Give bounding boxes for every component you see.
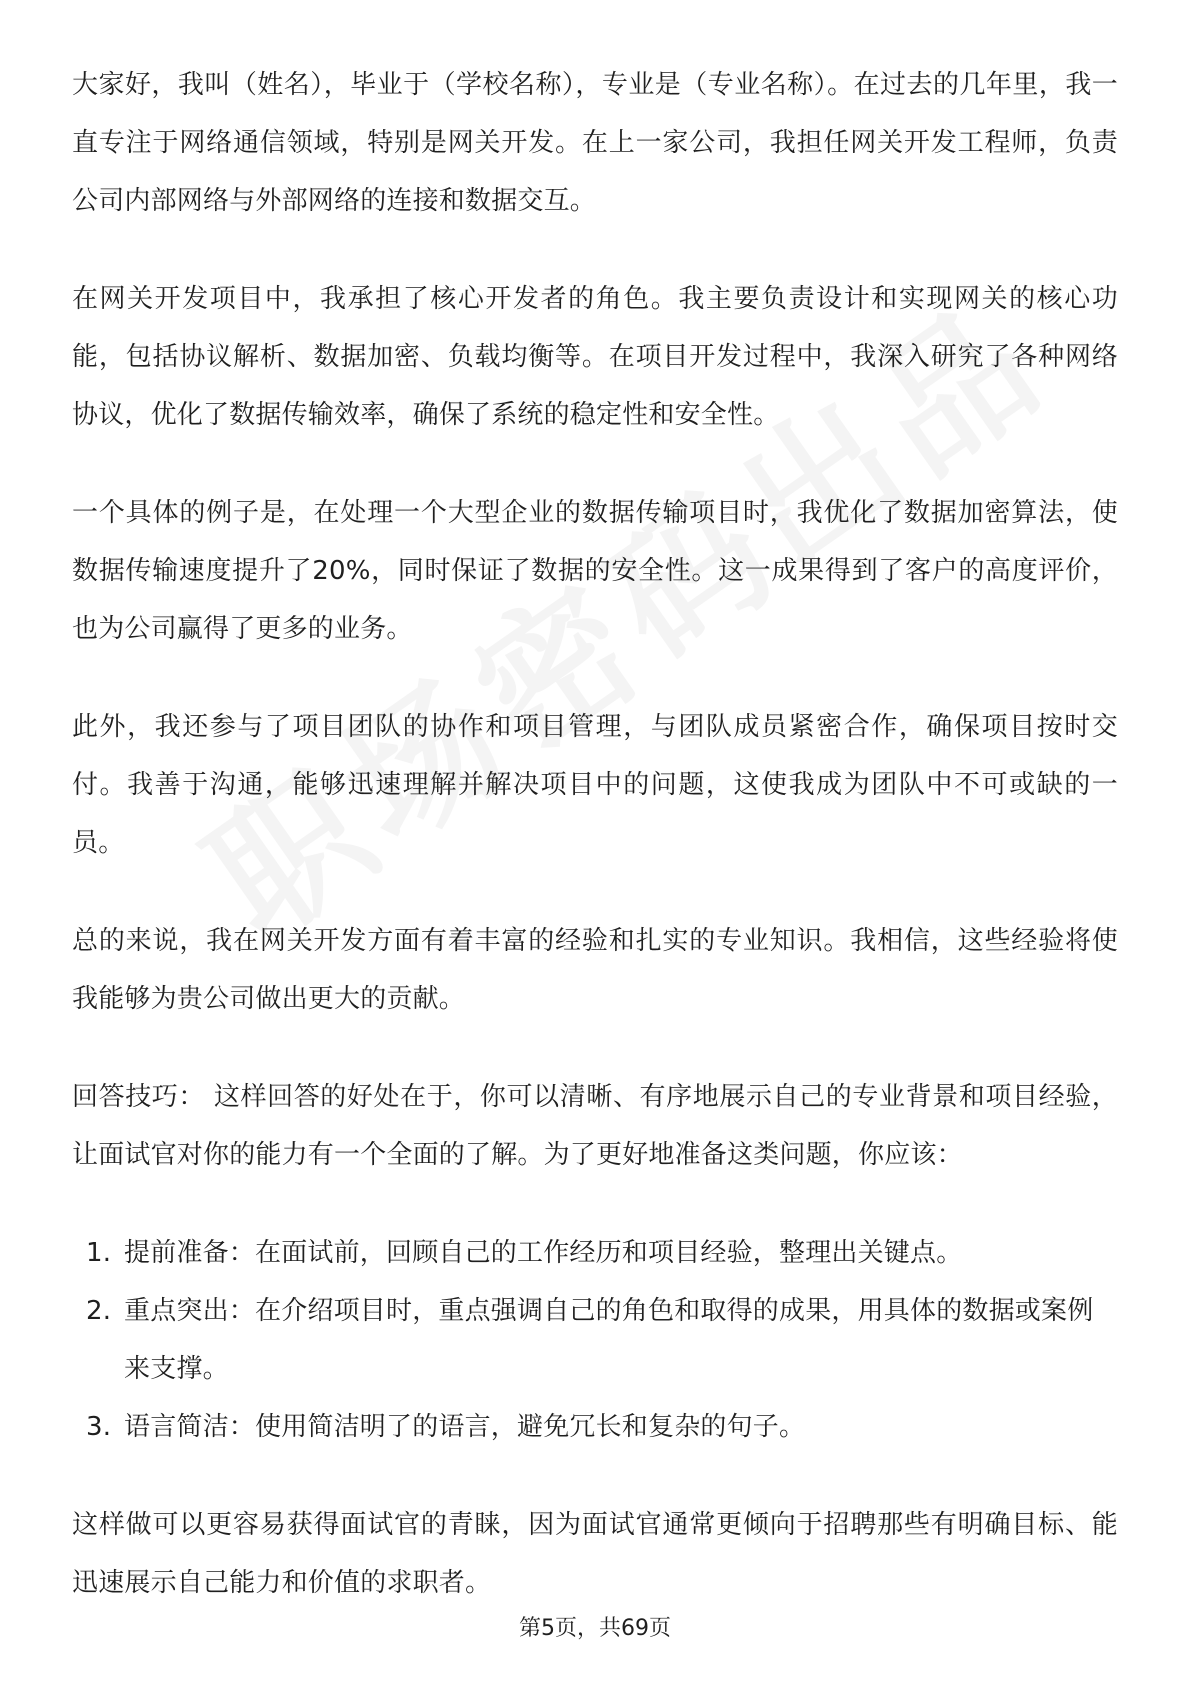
paragraph-summary: 总的来说，我在网关开发方面有着丰富的经验和扎实的专业知识。我相信，这些经验将使我能够为贵公司做出更大的贡献。 bbox=[72, 926, 1118, 1014]
list-item-number: 2. bbox=[86, 1296, 112, 1326]
list-item bbox=[72, 1224, 1118, 1282]
document-body bbox=[72, 56, 1118, 1652]
list-item bbox=[72, 1398, 1118, 1456]
paragraph-teamwork: 此外，我还参与了项目团队的协作和项目管理，与团队成员紧密合作，确保项目按时交付。我善于沟通，能够迅速理解并解决项目中的问题，这使我成为团队中不可或缺的一员。 bbox=[72, 712, 1118, 858]
page-footer: 第5页，共69页 bbox=[519, 1616, 671, 1641]
list-item bbox=[72, 1282, 1118, 1398]
paragraph-closing: 这样做可以更容易获得面试官的青睐，因为面试官通常更倾向于招聘那些有明确目标、能迅速展示自己能力和价值的求职者。 bbox=[72, 1510, 1118, 1598]
list-item-number: 1. bbox=[86, 1238, 112, 1268]
list-item-text: 提前准备：在面试前，回顾自己的工作经历和项目经验，整理出关键点。 bbox=[124, 1238, 963, 1268]
paragraph-tips: 回答技巧： 这样回答的好处在于，你可以清晰、有序地展示自己的专业背景和项目经验，让面试官对你的能力有一个全面的了解。为了更好地准备这类问题，你应该： bbox=[72, 1082, 1118, 1170]
tips-list bbox=[72, 1224, 1118, 1456]
paragraph-role: 在网关开发项目中，我承担了核心开发者的角色。我主要负责设计和实现网关的核心功能，包括协议解析、数据加密、负载均衡等。在项目开发过程中，我深入研究了各种网络协议，优化了数据传输效率，确保了系统的稳定性和安全性。 bbox=[72, 284, 1118, 430]
paragraph-example: 一个具体的例子是，在处理一个大型企业的数据传输项目时，我优化了数据加密算法，使数据传输速度提升了20%，同时保证了数据的安全性。这一成果得到了客户的高度评价，也为公司赢得了更多的业务。 bbox=[72, 498, 1118, 644]
paragraph-intro: 大家好，我叫（姓名），毕业于（学校名称），专业是（专业名称）。在过去的几年里，我一直专注于网络通信领域，特别是网关开发。在上一家公司，我担任网关开发工程师，负责公司内部网络与外部网络的连接和数据交互。 bbox=[72, 70, 1118, 216]
list-item-text: 语言简洁：使用简洁明了的语言，避免冗长和复杂的句子。 bbox=[124, 1412, 806, 1442]
list-item-text: 重点突出：在介绍项目时，重点强调自己的角色和取得的成果，用具体的数据或案例来支撑。 bbox=[124, 1296, 1094, 1384]
list-item-number: 3. bbox=[86, 1412, 112, 1442]
